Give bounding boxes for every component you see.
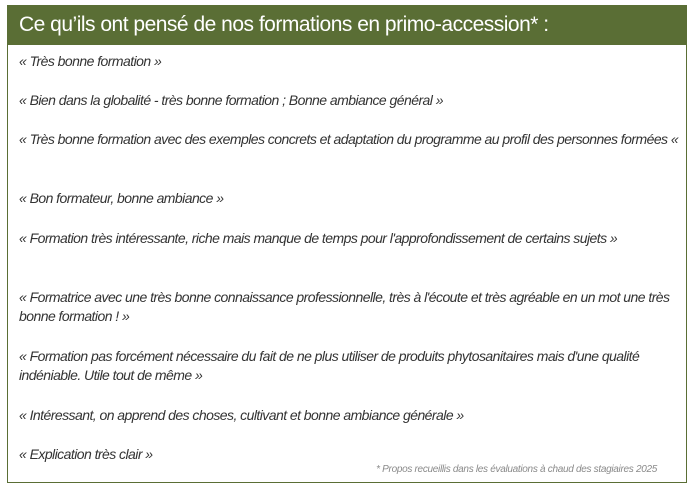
source-footnote: * Propos recueillis dans les évaluations à chaud des stagiaires 2025 — [376, 464, 657, 475]
testimonial-quote: « Intéressant, on apprend des choses, cultivant et bonne ambiance générale » — [19, 407, 464, 423]
testimonial-quote: « Formatrice avec une très bonne connaissance professionnelle, très à l'écoute et très agréable en un mot une très bonne formation ! » — [19, 289, 670, 324]
testimonial-quote: « Formation pas forcément nécessaire du fait de ne plus utiliser de produits phytosanitaires mais d'une qualité indéniable. Utile tout de même » — [19, 348, 640, 383]
testimonial-quote: « Bon formateur, bonne ambiance » — [19, 190, 224, 206]
testimonials-body — [7, 45, 687, 483]
testimonial-quote: « Très bonne formation » — [19, 53, 162, 69]
page-title: Ce qu’ils ont pensé de nos formations en primo-accession* : — [7, 5, 687, 45]
testimonials-card — [7, 5, 687, 483]
testimonial-quote: « Très bonne formation avec des exemples concrets et adaptation du programme au profil des personnes formées « — [19, 131, 679, 147]
testimonial-quote: « Explication très clair » — [19, 446, 153, 462]
testimonial-quote: « Bien dans la globalité - très bonne formation ; Bonne ambiance général » — [19, 92, 443, 108]
testimonial-quote: « Formation très intéressante, riche mais manque de temps pour l'approfondissement de certains sujets » — [19, 230, 618, 246]
